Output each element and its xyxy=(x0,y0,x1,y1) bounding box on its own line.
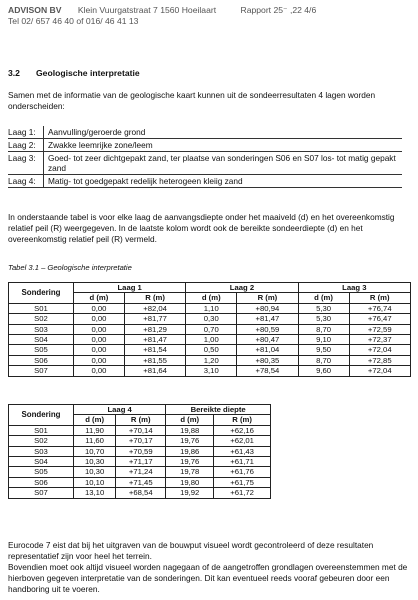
page-header xyxy=(8,5,412,27)
sondering-id: S04 xyxy=(9,456,74,466)
table-row xyxy=(9,488,271,498)
layer-label: Laag 3: xyxy=(8,152,44,175)
conclusion-paragraph xyxy=(8,540,408,595)
sub-header: d (m) xyxy=(74,415,116,425)
sondering-id: S05 xyxy=(9,467,74,477)
table-row xyxy=(9,477,271,487)
table-cell: +81,55 xyxy=(124,355,185,365)
layer-description: Zwakke leemrijke zone/leem xyxy=(44,139,403,152)
table-cell: +80,59 xyxy=(237,324,298,334)
group-header: Laag 2 xyxy=(186,283,298,293)
sub-header: R (m) xyxy=(237,293,298,303)
table-cell: 10,70 xyxy=(74,446,116,456)
eurocode-text: Eurocode 7 eist dat bij het uitgraven van de bouwput visueel wordt gecontroleerd of deze resultaten representatief zijn voor heel het terrein. xyxy=(8,540,374,561)
layer-description: Aanvulling/geroerde grond xyxy=(44,126,403,139)
section-number: 3.2 xyxy=(8,68,20,78)
table-cell: 10,30 xyxy=(74,456,116,466)
table-cell: 19,76 xyxy=(166,436,214,446)
sub-header: R (m) xyxy=(124,293,185,303)
intro-paragraph: Samen met de informatie van de geologische kaart kunnen uit de sondeerresultaten 4 lagen worden onderscheiden: xyxy=(8,90,376,111)
table-cell: +72,04 xyxy=(349,345,411,355)
sondering-id: S02 xyxy=(9,436,74,446)
table-cell: 5,30 xyxy=(298,314,349,324)
table-cell: +82,04 xyxy=(124,303,185,313)
table-cell: 19,76 xyxy=(166,456,214,466)
table-cell: 11,90 xyxy=(74,425,116,435)
sub-header: d (m) xyxy=(74,293,125,303)
col-sondering: Sondering xyxy=(9,283,74,304)
table-cell: +68,54 xyxy=(116,488,166,498)
sondering-id: S04 xyxy=(9,334,74,344)
geology-table-1 xyxy=(8,282,411,377)
table-cell: 0,00 xyxy=(74,314,125,324)
sondering-id: S03 xyxy=(9,324,74,334)
company-name: ADVISON BV xyxy=(8,5,62,15)
section-title: Geologische interpretatie xyxy=(36,68,140,78)
table-row xyxy=(9,456,271,466)
table-row xyxy=(9,314,411,324)
table-row xyxy=(9,425,271,435)
table-cell: 19,86 xyxy=(166,446,214,456)
group-header: Laag 3 xyxy=(298,283,410,293)
table-cell: +80,35 xyxy=(237,355,298,365)
group-header: Bereikte diepte xyxy=(166,405,271,415)
table-cell: 9,60 xyxy=(298,366,349,376)
table-cell: +71,17 xyxy=(116,456,166,466)
layer-row xyxy=(8,152,402,175)
table-cell: 0,00 xyxy=(74,324,125,334)
sub-header: d (m) xyxy=(166,415,214,425)
table-row xyxy=(9,355,411,365)
table-cell: 19,80 xyxy=(166,477,214,487)
group-header: Laag 1 xyxy=(74,283,186,293)
company-address: Klein Vuurgatstraat 7 1560 Hoeilaart xyxy=(77,5,217,15)
sondering-id: S02 xyxy=(9,314,74,324)
layer-label: Laag 2: xyxy=(8,139,44,152)
table-cell: +72,37 xyxy=(349,334,411,344)
table-cell: 0,00 xyxy=(74,366,125,376)
table-cell: +78,54 xyxy=(237,366,298,376)
geology-table-2 xyxy=(8,404,271,499)
table-cell: +61,75 xyxy=(214,477,271,487)
table-cell: +81,47 xyxy=(237,314,298,324)
table-cell: +72,04 xyxy=(349,366,411,376)
table-row xyxy=(9,467,271,477)
table-cell: +72,85 xyxy=(349,355,411,365)
sondering-id: S05 xyxy=(9,345,74,355)
table-intro-paragraph: In onderstaande tabel is voor elke laag de aanvangsdiepte onder het maaiveld (d) en het overeenkomstig relatief peil (R) weergegeven. In de laatste kolom wordt ook de bereikte sondeerdiepte (d) en het overeenkomstig relatief peil (R) vermeld. xyxy=(8,212,395,244)
verification-text: Bovendien moet ook altijd visueel worden nagegaan of de aangetroffen grondlagen overeenstemmen met de hierboven gegeven interpretatie van de sonderingen. Dit kan eventueel reeds vooraf gebeuren door een handboring uit te voeren. xyxy=(8,562,408,594)
table-cell: +76,74 xyxy=(349,303,411,313)
table-cell: +80,47 xyxy=(237,334,298,344)
group-header: Laag 4 xyxy=(74,405,166,415)
layer-row xyxy=(8,139,402,152)
layer-row xyxy=(8,126,402,139)
table-cell: 0,00 xyxy=(74,303,125,313)
table-cell: +71,24 xyxy=(116,467,166,477)
table-cell: 8,70 xyxy=(298,324,349,334)
table-cell: +81,54 xyxy=(124,345,185,355)
report-reference: Rapport 25⁻ ,22 4/6 xyxy=(240,5,317,15)
layer-label: Laag 4: xyxy=(8,175,44,188)
table-row xyxy=(9,345,411,355)
sondering-id: S03 xyxy=(9,446,74,456)
sub-header: R (m) xyxy=(349,293,411,303)
table-cell: 1,20 xyxy=(186,355,237,365)
table-cell: +61,71 xyxy=(214,456,271,466)
table-cell: +70,14 xyxy=(116,425,166,435)
sub-header: R (m) xyxy=(116,415,166,425)
table-cell: +70,59 xyxy=(116,446,166,456)
table-cell: 5,30 xyxy=(298,303,349,313)
layer-row xyxy=(8,175,402,188)
company-phone: Tel 02/ 657 46 40 of 016/ 46 41 13 xyxy=(8,16,139,26)
table-cell: 19,92 xyxy=(166,488,214,498)
table-row xyxy=(9,446,271,456)
table-cell: +81,04 xyxy=(237,345,298,355)
layer-list xyxy=(8,126,402,188)
table-cell: +81,64 xyxy=(124,366,185,376)
table-row xyxy=(9,366,411,376)
table-row xyxy=(9,324,411,334)
sondering-id: S06 xyxy=(9,355,74,365)
table-cell: 10,10 xyxy=(74,477,116,487)
table-cell: +80,94 xyxy=(237,303,298,313)
table-cell: 1,00 xyxy=(186,334,237,344)
sub-header: d (m) xyxy=(186,293,237,303)
table-cell: 0,30 xyxy=(186,314,237,324)
table-cell: 19,78 xyxy=(166,467,214,477)
table-cell: 9,50 xyxy=(298,345,349,355)
table-cell: 0,00 xyxy=(74,355,125,365)
table-cell: +81,77 xyxy=(124,314,185,324)
sub-header: R (m) xyxy=(214,415,271,425)
col-sondering: Sondering xyxy=(9,405,74,426)
sondering-id: S07 xyxy=(9,488,74,498)
section-heading xyxy=(8,68,140,78)
table-cell: 10,30 xyxy=(74,467,116,477)
table-cell: 0,70 xyxy=(186,324,237,334)
table-cell: +72,59 xyxy=(349,324,411,334)
layer-label: Laag 1: xyxy=(8,126,44,139)
table-row xyxy=(9,303,411,313)
table-cell: +70,17 xyxy=(116,436,166,446)
table-cell: 9,10 xyxy=(298,334,349,344)
sub-header: d (m) xyxy=(298,293,349,303)
sondering-id: S01 xyxy=(9,303,74,313)
table-cell: 1,10 xyxy=(186,303,237,313)
table-cell: +61,72 xyxy=(214,488,271,498)
table-cell: +76,47 xyxy=(349,314,411,324)
table-caption: Tabel 3.1 – Geologische interpretatie xyxy=(8,263,132,272)
table-cell: 0,00 xyxy=(74,345,125,355)
table-cell: 19,88 xyxy=(166,425,214,435)
table-cell: 11,60 xyxy=(74,436,116,446)
table-cell: +62,16 xyxy=(214,425,271,435)
table-cell: 8,70 xyxy=(298,355,349,365)
layer-description: Matig- tot goedgepakt redelijk heterogeen kleiig zand xyxy=(44,175,403,188)
table-cell: +81,47 xyxy=(124,334,185,344)
table-cell: 3,10 xyxy=(186,366,237,376)
layer-description: Goed- tot zeer dichtgepakt zand, ter plaatse van sonderingen S06 en S07 los- tot matig gepakt zand xyxy=(44,152,403,175)
table-cell: +81,29 xyxy=(124,324,185,334)
sondering-id: S01 xyxy=(9,425,74,435)
table-row xyxy=(9,334,411,344)
table-cell: 0,50 xyxy=(186,345,237,355)
sondering-id: S06 xyxy=(9,477,74,487)
table-cell: +71,45 xyxy=(116,477,166,487)
table-cell: 13,10 xyxy=(74,488,116,498)
table-cell: 0,00 xyxy=(74,334,125,344)
sondering-id: S07 xyxy=(9,366,74,376)
table-cell: +61,43 xyxy=(214,446,271,456)
table-cell: +61,76 xyxy=(214,467,271,477)
table-cell: +62,01 xyxy=(214,436,271,446)
table-row xyxy=(9,436,271,446)
